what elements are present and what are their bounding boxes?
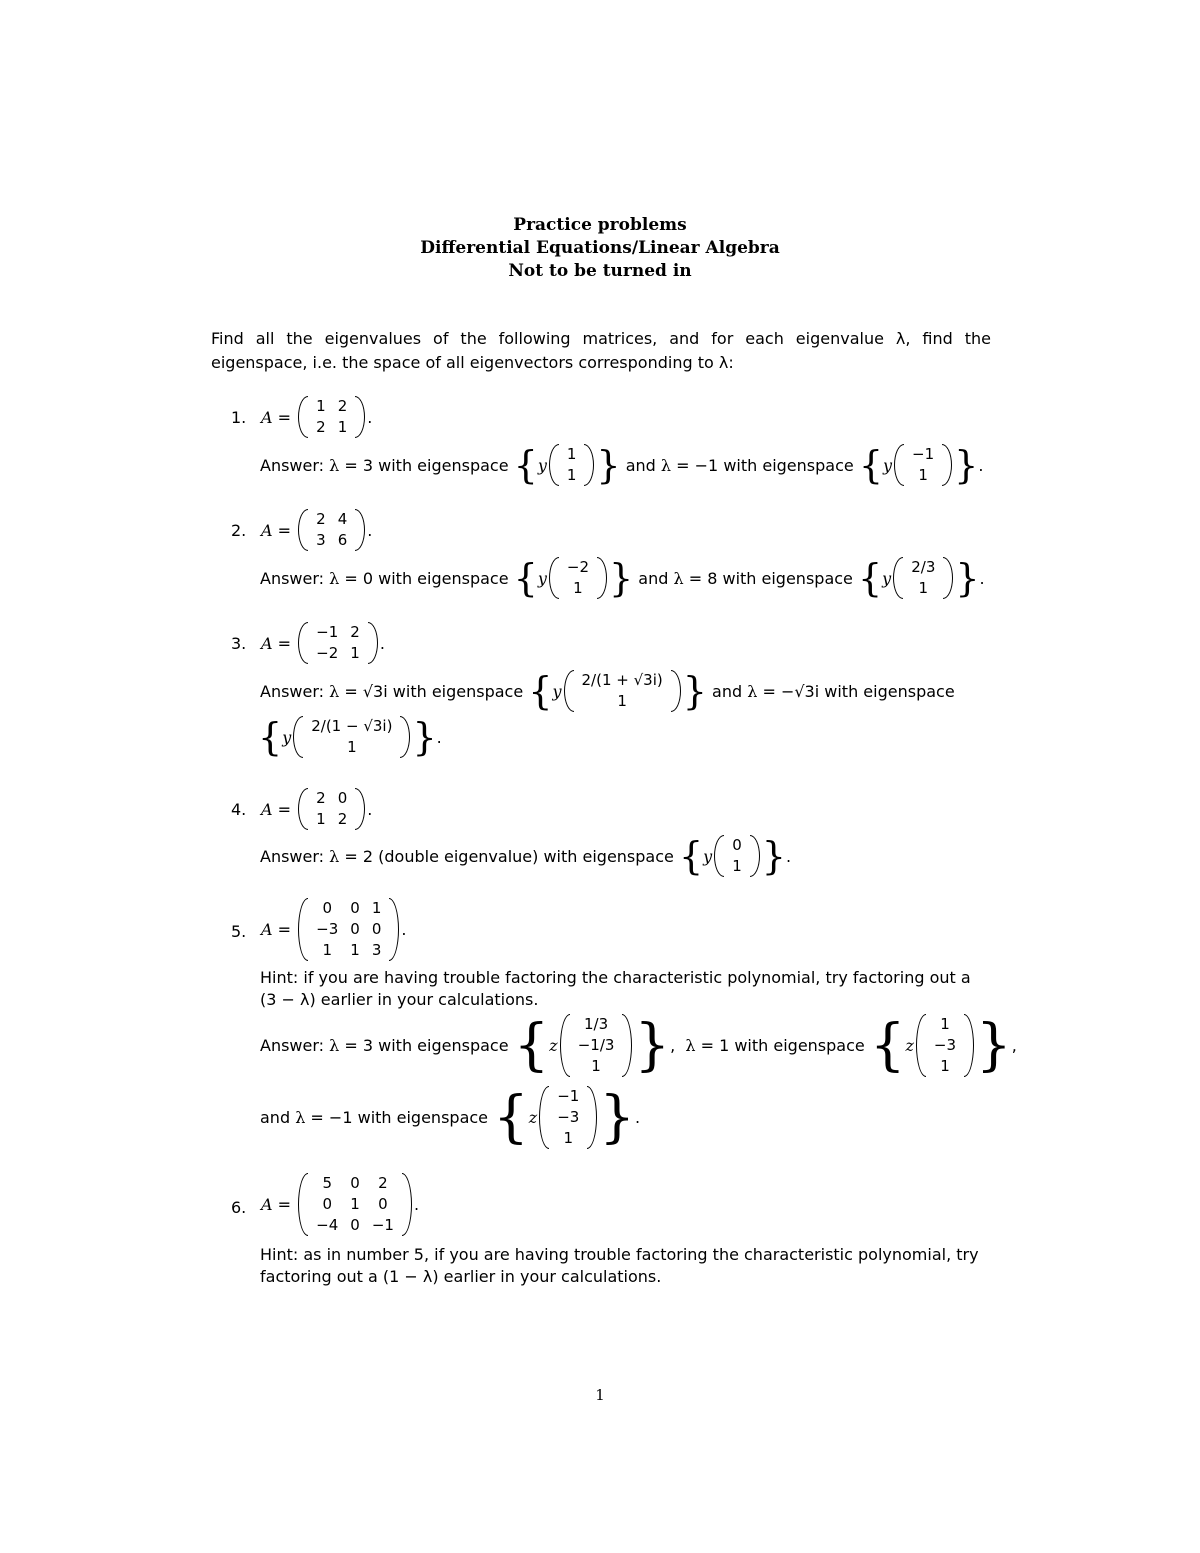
problem-4-matrix-line: A = 2 0 1 2 . bbox=[261, 789, 373, 828]
problem-6-hint: Hint: as in number 5, if you are having trouble factoring the characteristic polynomial, try factoring out a (1 − λ) earlier in your calculations. bbox=[260, 1245, 979, 1286]
problem-4-matrix: 2 0 1 2 bbox=[298, 788, 365, 830]
problem-1-number: 1. bbox=[231, 408, 247, 427]
problem-2-matrix-line: A = 2 4 3 6 . bbox=[261, 510, 373, 549]
problem-4-number: 4. bbox=[231, 800, 247, 819]
header-note: Not to be turned in bbox=[508, 261, 692, 281]
document-header bbox=[0, 214, 1200, 283]
problem-5-matrix-line: A = 0 0 1 −3 0 0 1 1 3 . bbox=[261, 899, 407, 959]
problem-5-answer-cont: and λ = −1 with eigenspace { z −1 −3 1 } . bbox=[260, 1084, 641, 1150]
problem-5-answer: Answer: λ = 3 with eigenspace { z 1/3 −1/3 1 } , λ = 1 with eigenspace { z 1 −3 1 } , bbox=[260, 1012, 1017, 1078]
problem-5-matrix: 0 0 1 −3 0 0 1 1 3 bbox=[298, 898, 399, 961]
problem-6-matrix-line: A = 5 0 2 0 1 0 −4 0 −1 . bbox=[261, 1174, 420, 1234]
problem-3-answer-cont: { y 2/(1 − √3i) 1 } . bbox=[258, 715, 442, 759]
problem-6-number: 6. bbox=[231, 1198, 247, 1217]
problem-3-number: 3. bbox=[231, 634, 247, 653]
header-subtitle: Differential Equations/Linear Algebra bbox=[420, 238, 780, 258]
header-title: Practice problems bbox=[513, 215, 687, 235]
problem-2-matrix: 2 4 3 6 bbox=[298, 509, 365, 551]
problem-2-number: 2. bbox=[231, 521, 247, 540]
problem-3-answer: Answer: λ = √3i with eigenspace { y 2/(1 + √3i) 1 } and λ = −√3i with eigenspace bbox=[260, 669, 955, 713]
problem-4-answer: Answer: λ = 2 (double eigenvalue) with eigenspace { y 0 1 } . bbox=[260, 834, 792, 878]
problem-5-number: 5. bbox=[231, 922, 247, 941]
problem-5-hint: Hint: if you are having trouble factoring the characteristic polynomial, try factoring out a (3 − λ) earlier in your calculations. bbox=[260, 968, 971, 1009]
problem-1-matrix: 1 2 2 1 bbox=[298, 396, 365, 438]
problem-1-matrix-line: A = 1 2 2 1 . bbox=[261, 397, 373, 436]
problem-2-answer: Answer: λ = 0 with eigenspace { y −2 1 } and λ = 8 with eigenspace { y 2/3 1 } . bbox=[260, 556, 985, 600]
page-number: 1 bbox=[595, 1386, 605, 1404]
problem-1-answer: Answer: λ = 3 with eigenspace { y 1 1 } and λ = −1 with eigenspace { y −1 1 } . bbox=[260, 443, 984, 487]
problem-3-matrix: −1 2 −2 1 bbox=[298, 622, 378, 664]
problem-3-matrix-line: A = −1 2 −2 1 . bbox=[261, 623, 385, 662]
instructions: Find all the eigenvalues of the following matrices, and for each eigenvalue λ, find the eigenspace, i.e. the space of all eigenvectors corresponding to λ: bbox=[211, 329, 991, 372]
problem-6-matrix: 5 0 2 0 1 0 −4 0 −1 bbox=[298, 1173, 412, 1236]
